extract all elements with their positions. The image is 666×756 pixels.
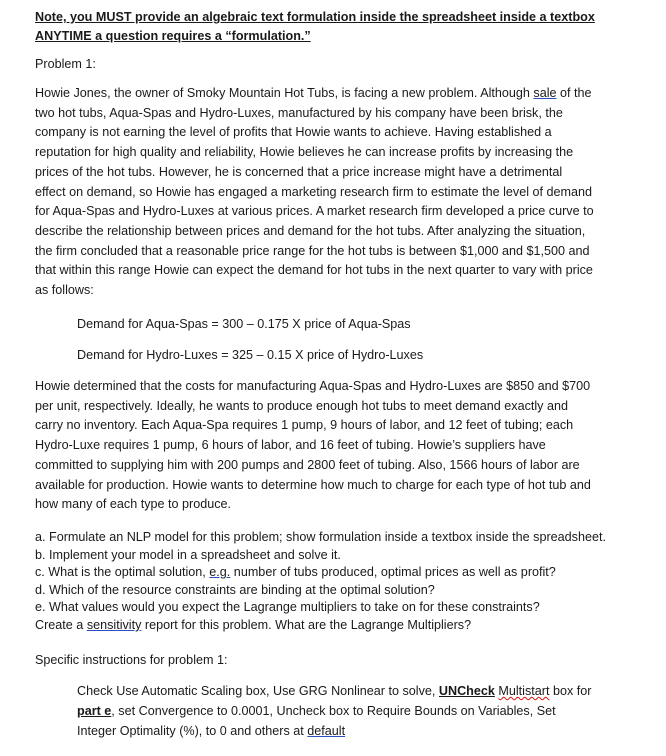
question-sensitivity-rest: report for this problem. What are the Lagrange Multipliers? xyxy=(141,617,472,632)
problem-paragraph-1 xyxy=(35,84,595,301)
question-e: e. What values would you expect the Lagrange multipliers to take on for these constraints? xyxy=(35,600,540,615)
solver-instructions xyxy=(77,681,597,741)
paragraph-1-text-start: Howie Jones, the owner of Smoky Mountain Hot Tubs, is facing a new problem. Although xyxy=(35,86,534,100)
question-c-start: c. What is the optimal solution, xyxy=(35,565,210,580)
question-d: d. Which of the resource constraints are binding at the optimal solution? xyxy=(35,582,435,597)
problem-label: Problem 1: xyxy=(35,57,96,71)
specific-instructions-label: Specific instructions for problem 1: xyxy=(35,653,228,667)
question-c xyxy=(35,564,645,582)
spelling-flag-multistart: Multistart xyxy=(498,684,550,698)
question-b: b. Implement your model in a spreadsheet and solve it. xyxy=(35,547,341,562)
grammar-flag-sale: sale xyxy=(533,86,557,100)
emphasis-uncheck: UNCheck xyxy=(438,684,495,698)
question-list xyxy=(35,529,645,635)
grammar-flag-sensitivity: sensitivity xyxy=(86,617,142,632)
equation-aqua-spas: Demand for Aqua-Spas = 300 – 0.175 X price of Aqua-Spas xyxy=(77,317,411,331)
instructions-text-3: box for xyxy=(549,684,592,698)
note-heading: Note, you MUST provide an algebraic text formulation inside the spreadsheet inside a textbox ANYTIME a question requires a “formulation.” xyxy=(35,10,595,43)
question-c-rest: number of tubs produced, optimal prices as well as profit? xyxy=(230,565,556,580)
equation-hydro-luxes: Demand for Hydro-Luxes = 325 – 0.15 X price of Hydro-Luxes xyxy=(77,348,424,362)
question-sensitivity-start: Create a xyxy=(35,617,87,632)
question-a: a. Formulate an NLP model for this problem; show formulation inside a textbox inside the spreadsheet. xyxy=(35,530,606,544)
grammar-flag-eg: e.g. xyxy=(209,565,231,580)
paragraph-1-text-rest: of the two hot tubs, Aqua-Spas and Hydro-Luxes, manufactured by his company have been brisk, the company is not earning the level of profits that Howie wants to achieve. Having established a reputation for high quality and reliability, Howie believes he can increase profits by increasing the prices of the hot tubs. However, he is concerned that a price increase might have a detrimental effect on demand, so Howie has engaged a marketing research firm to estimate the level of demand for Aqua-Spas and Hydro-Luxes at various prices. A market research firm developed a price curve to describe the relationship between prices and demand for the hot tubs. After analyzing the situation, the firm concluded that a reasonable price range for the hot tubs is between $1,000 and $1,500 and that within this range Howie can expect the demand for hot tubs in the next quarter to vary with price as follows: xyxy=(35,86,594,298)
instructions-text-4: , set Convergence to 0.0001, Uncheck box to Require Bounds on Variables, Set Integer Optimality (%), to 0 and others at xyxy=(77,704,556,738)
instructions-text-1: Check Use Automatic Scaling box, Use GRG Nonlinear to solve, xyxy=(77,684,439,698)
grammar-flag-default: default xyxy=(307,724,346,738)
emphasis-part-e: part e xyxy=(77,704,112,718)
problem-paragraph-2: Howie determined that the costs for manufacturing Aqua-Spas and Hydro-Luxes are $850 and $700 per unit, respectively. Ideally, he wants to produce enough hot tubs to meet demand exactly and carry no inventory. Each Aqua-Spa requires 1 pump, 9 hours of labor, and 12 feet of tubing; each Hydro-Luxe requires 1 pump, 6 hours of labor, and 16 feet of tubing. Howie’s suppliers have committed to supplying him with 200 pumps and 2800 feet of tubing. Also, 1566 hours of labor are available for production. Howie wants to determine how much to charge for each type of hot tub and how many of each type to produce. xyxy=(35,379,591,512)
question-sensitivity xyxy=(35,617,645,635)
